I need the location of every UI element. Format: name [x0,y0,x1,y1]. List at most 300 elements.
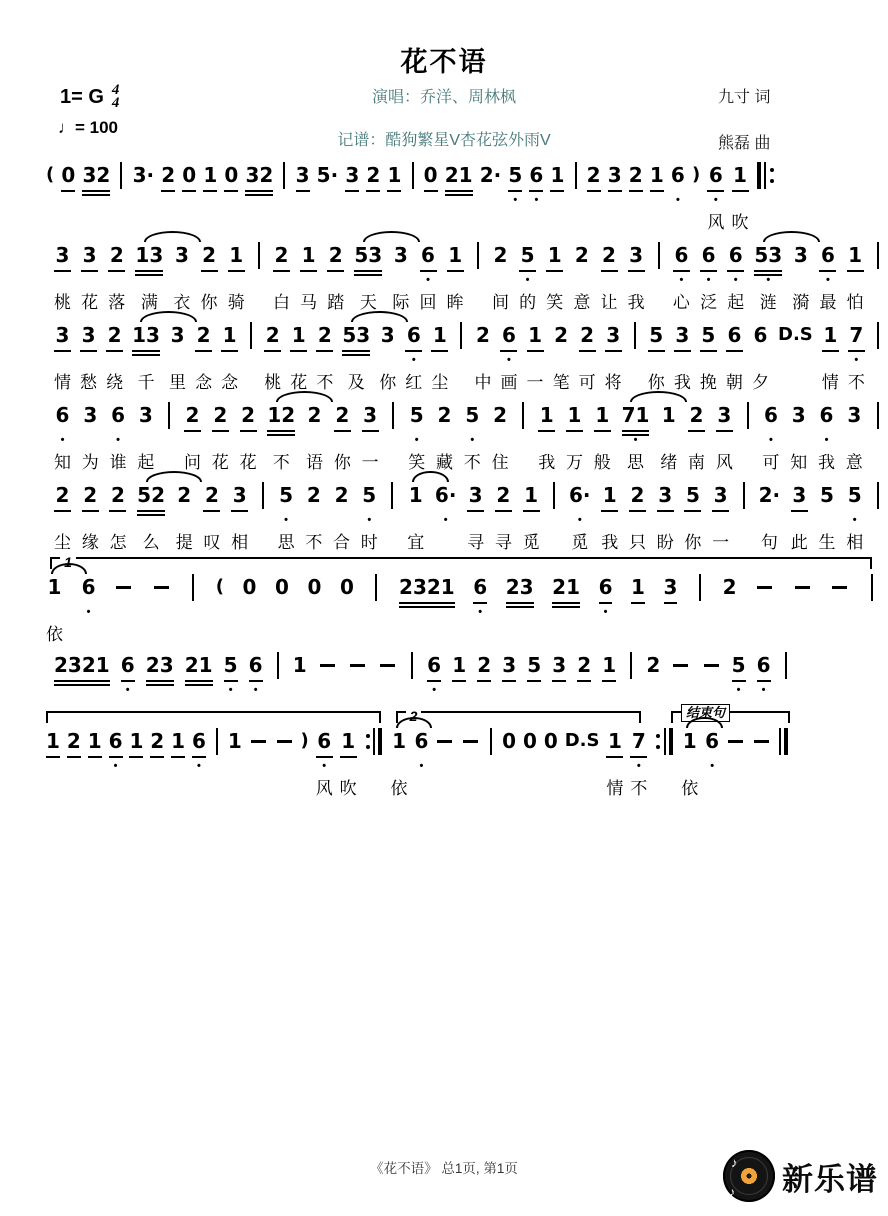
note [333,482,350,552]
slur-arc [276,391,333,402]
note-number: 0 [275,575,289,599]
music-line-8 [46,705,790,798]
volta-bracket [396,708,642,724]
lyric-char: 时 [360,533,378,552]
note-number: 6 [427,653,442,677]
note [203,162,217,232]
note-number: 6 [111,403,126,427]
note [308,574,322,644]
note-number: 1 [631,575,645,599]
lyric-char: 你 [200,293,218,312]
note [109,482,126,552]
note-number: 53 [354,243,383,267]
octave-dot: • [854,354,859,366]
duration-dash [726,728,745,798]
note [379,322,396,392]
note-number: 1 [848,243,863,267]
note-number: 2 [83,483,98,507]
note-number: 1 [408,483,423,507]
note [688,402,705,472]
repeat-end-barline [364,728,384,798]
note-number: 2 [334,483,349,507]
note [424,162,438,232]
lyric-char: 意 [845,453,863,472]
note-number: 6 [473,575,488,599]
lyric-char: 生 [818,533,836,552]
note [392,242,409,312]
note-number: 2 [265,323,280,347]
octave-dot: • [736,684,741,696]
note-number: 3 [791,403,806,427]
note [345,162,359,232]
lyric-char: 花 [81,293,99,312]
note-number: 1 [171,729,186,753]
note [791,482,808,552]
note [61,162,75,232]
transcriber-credit: 记谱：酷狗繁星V杏花弦外雨V [337,132,551,149]
octave-dot: • [426,274,430,286]
lyric-char: 不 [305,533,323,552]
note [327,242,344,312]
note-number: 3 [138,403,153,427]
note-number: 3 [81,323,96,347]
octave-dot: • [113,760,118,772]
note [523,482,540,552]
note [608,162,622,232]
note-number: 0 [523,729,537,753]
note [594,402,611,472]
octave-dot: • [470,434,475,446]
note-number: 2 [307,403,322,427]
lyric-char: 让 [600,293,618,312]
duration-dash [793,574,812,644]
composer-credit: 熊磊 曲 [718,135,771,152]
note-number: 1 [452,653,467,677]
note-number: 2 [335,403,350,427]
note [716,402,733,472]
note [273,242,290,312]
note-number: 6 [598,575,613,599]
symbol-text: ( [215,576,224,597]
note-number: 2 [317,323,332,347]
barline [247,322,255,392]
note [732,162,749,232]
lyric-char: 盼 [656,533,674,552]
barline [550,482,558,552]
barline [259,482,267,552]
music-line-5 [54,482,882,552]
note-number: 2 [110,483,125,507]
note-number: 1 [539,403,554,427]
note [544,728,558,798]
lyric-char: 一 [526,373,544,392]
note [435,482,457,552]
note-number: 32 [82,163,111,187]
note-number: 2 [628,163,643,187]
note-number: 3 [295,163,310,187]
octave-dot: • [125,684,130,696]
page-info: 《花不语》 总1页, 第1页 [370,1161,518,1176]
note-number: 1 [87,729,102,753]
note [762,402,779,472]
note [54,242,71,312]
note-number: 2 [241,403,256,427]
lyric-char: 花 [290,373,308,392]
octave-dot: • [478,606,483,618]
note-number: 6 [406,323,421,347]
lyricist-credit: 九寸 词 [718,89,771,106]
note [82,574,96,644]
note-number: 3 [232,483,247,507]
note [473,574,487,644]
note-number: 2 [55,483,70,507]
note-number: 1 [129,729,144,753]
note [82,482,99,552]
lyric-char: 落 [108,293,126,312]
singer-credit: 演唱：乔洋、周林枫 [371,89,516,106]
note [474,322,491,392]
note [150,728,164,798]
note-number: 3 [468,483,483,507]
music-line-4 [54,402,882,472]
octave-dot: • [706,274,711,286]
lyric-char: 起 [137,453,155,472]
note-number: 6· [434,483,457,507]
barline [213,728,221,798]
barline [631,322,639,392]
volta-bracket [671,705,790,723]
lyric-char: 心 [672,293,690,312]
note [316,728,333,798]
octave-dot: • [633,434,638,446]
note-number: 1 [661,403,676,427]
barline [189,574,197,644]
note-number: 5 [731,653,746,677]
note [221,322,238,392]
barline [874,402,882,472]
barline [744,402,752,472]
note-number: 2 [202,243,216,267]
duration-dash [275,728,294,798]
lyric-char: 画 [500,373,518,392]
note [508,162,522,232]
note-number: 1 [733,163,747,187]
lyric-char: 的 [519,293,537,312]
note [436,402,453,472]
barline [740,482,748,552]
duration-dash [249,728,268,798]
note [502,728,516,798]
note [275,574,289,644]
note [54,482,71,552]
time-signature-bottom: 4 [111,95,120,111]
note-number: 2 [496,483,511,507]
note-number: 2 [689,403,704,427]
lyric-char: 我 [627,293,645,312]
note [387,162,401,232]
lyric-char: 意 [573,293,591,312]
note [81,242,98,312]
lyric-char: 提 [175,533,193,552]
note [106,322,123,392]
octave-dot: • [710,760,715,772]
lyric-char: 叹 [203,533,221,552]
note [184,402,201,472]
barline [255,242,263,312]
lyric-char: 思 [627,453,644,472]
note-number: 3 [363,403,378,427]
lyric-char: 挽 [699,373,717,392]
note-number: 3 [502,653,517,677]
note [712,482,729,552]
lyric-char: 踏 [327,293,345,312]
vinyl-record-icon [723,1150,775,1202]
note-number: 1 [528,323,542,347]
barline [655,242,663,312]
lyric-char: 眸 [446,293,464,312]
note-number: 5 [465,403,480,427]
note-number: 6 [753,323,768,347]
music-note-icon: ♪ [729,1185,735,1199]
lyric-char: 句 [760,533,778,552]
lyric-char: 尘 [431,373,449,392]
lyric-char: 依 [681,779,699,798]
score-symbol [301,728,309,798]
octave-dot: • [679,274,684,286]
note-number: 13 [135,243,164,267]
note-number: 1 [550,163,565,187]
note [340,728,357,798]
note-number: 3 [629,243,644,267]
note [822,322,839,392]
note-number: 5 [701,323,716,347]
note [700,322,717,392]
note-number: 1 [547,243,562,267]
lyric-char: 你 [379,373,397,392]
music-note-icon: ♪ [731,1155,738,1170]
note-number: 6 [727,323,742,347]
note-number: 5 [409,403,424,427]
note [306,402,323,472]
note-number: 2321 [399,575,455,599]
music-line-1 [46,162,776,232]
note [54,322,71,392]
note [342,322,370,392]
note-number: 1 [227,729,242,753]
note-number: 5 [527,653,542,677]
lyric-char: 此 [790,533,808,552]
note [552,574,580,644]
octave-dot: • [713,194,718,206]
note [361,482,378,552]
note [628,242,645,312]
lyric-char: 最 [819,293,837,312]
note [192,728,206,798]
lyric-char: 一 [712,533,730,552]
note [296,162,310,232]
note-number: 3 [55,323,70,347]
lyric-char: 不 [316,373,334,392]
note [664,574,678,644]
note-number: 1 [47,575,62,599]
note-number: 2 [66,729,81,753]
lyric-char: 回 [419,293,437,312]
lyric-char: 你 [333,453,351,472]
score-symbol [216,574,224,644]
note [847,242,864,312]
note [169,322,186,392]
note-number: 5 [685,483,700,507]
lyric-char: 中 [474,373,492,392]
note [569,482,591,552]
note [445,162,473,232]
octave-dot: • [577,514,582,526]
note [212,402,229,472]
duration-dash [378,652,397,722]
octave-dot: • [411,354,416,366]
note-number: 2321 [54,653,110,677]
note [727,242,744,312]
note [673,242,690,312]
volta-label: 1 [60,554,76,570]
note-number: 5 [520,243,535,267]
note-number: 5 [508,163,523,187]
note-number: 2 [574,243,589,267]
note [228,728,242,798]
note [631,574,645,644]
lyric-char: 间 [491,293,509,312]
note [464,402,481,472]
note-number: 6 [414,729,429,753]
note [447,242,464,312]
note [650,162,664,232]
duration-dash [830,574,849,644]
lyric-char: 不 [630,779,648,798]
note-number: 3 [792,483,807,507]
lyric-char: 我 [538,453,556,472]
note-number: 0 [502,729,517,753]
lyric-char: 风 [707,213,725,232]
note-number: 0 [339,575,354,599]
lyric-char: 涟 [759,293,777,312]
symbol-text: D.S [778,324,813,345]
note-number: 1 [387,163,402,187]
duration-dash [435,728,454,798]
note-number: 1 [46,729,60,753]
note-number: 3· [132,163,155,187]
note-number: 13 [132,323,160,347]
lyric-char: 里 [169,373,187,392]
note [723,574,737,644]
octave-dot: • [761,684,766,696]
note [391,728,408,798]
note [819,482,836,552]
lyric-char: 吹 [731,213,749,232]
lyric-char: 怕 [846,293,864,312]
note [819,242,836,312]
octave-dot: • [367,514,372,526]
octave-dot: • [322,760,327,772]
note-number: 1 [567,403,582,427]
note-number: 1 [823,323,838,347]
lyric-char: 绕 [106,373,124,392]
note-number: 0 [543,729,558,753]
note [231,482,248,552]
barline [487,728,495,798]
note-number: 1 [524,483,539,507]
lyric-char: 红 [405,373,423,392]
duration-dash [461,728,480,798]
lyric-char: 不 [272,453,290,472]
slur-arc [351,311,408,322]
note [278,482,295,552]
note-number: 1 [432,323,447,347]
note [132,322,160,392]
note-number: 2 [328,243,343,267]
lyric-char: 怎 [109,533,127,552]
volta-bracket [46,711,381,723]
note-number: 6 [819,403,834,427]
note-number: 2 [161,163,176,187]
note [80,322,97,392]
note [431,322,448,392]
note-number: 3 [552,653,567,677]
lyric-char: 情 [606,779,624,798]
author-credits [718,86,770,155]
slur-arc [144,231,201,242]
barline [389,402,397,472]
note-number: 1 [229,243,244,267]
note-number: 6 [502,323,516,347]
octave-dot: • [60,434,65,446]
note-number: 5 [279,483,294,507]
lyric-char: 你 [647,373,665,392]
note [538,402,555,472]
lyric-char: 谁 [109,453,127,472]
note-number: 0 [307,575,322,599]
note [752,322,769,392]
lyric-char: 依 [46,625,63,644]
octave-dot: • [197,760,201,772]
note [67,728,81,798]
lyric-char: 天 [359,293,377,312]
duration-dash [114,574,133,644]
barline [572,162,580,232]
note [290,322,307,392]
note [606,728,623,798]
octave-dot: • [513,194,518,206]
note [622,402,650,472]
note-number: 6 [821,243,835,267]
octave-dot: • [228,684,233,696]
note-number: 1 [649,163,664,187]
note [629,162,643,232]
note [137,402,154,472]
octave-dot: • [116,434,121,446]
note-number: 1 [602,653,617,677]
note-number: 2 [109,243,124,267]
octave-dot: • [525,274,530,286]
note [546,242,563,312]
note [527,322,544,392]
lyric-char: 风 [715,453,733,472]
note-number: 3 [675,323,690,347]
note [759,482,781,552]
note-number: 1 [203,163,218,187]
note [243,574,257,644]
note [366,162,380,232]
note-number: 2 [577,653,592,677]
